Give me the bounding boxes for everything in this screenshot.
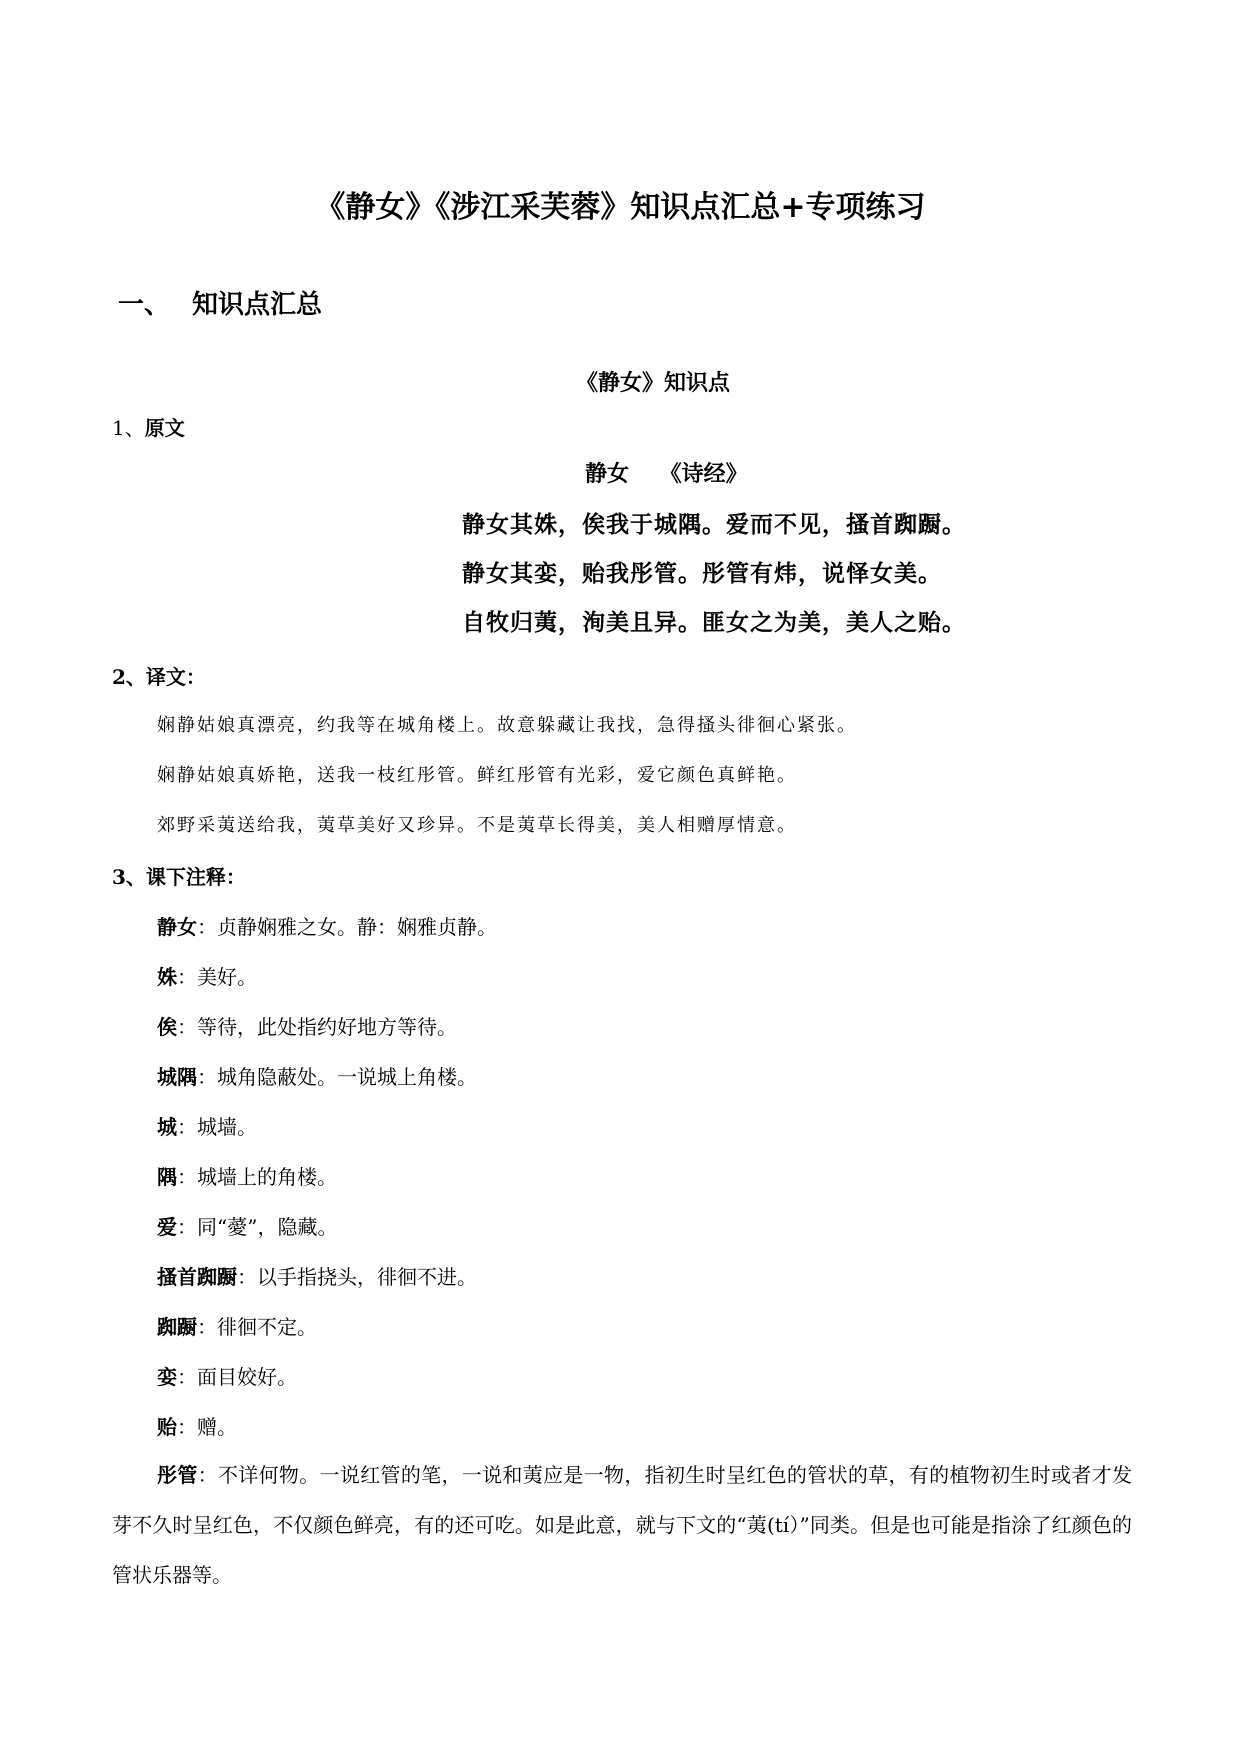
note-term: 姝 <box>157 965 177 989</box>
translation-line: 郊野采荑送给我，荑草美好又珍异。不是荑草长得美，美人相赠厚情意。 <box>157 815 797 836</box>
note-text: ：贞静娴雅之女。静：娴雅贞静。 <box>197 915 497 939</box>
note-term: 贻 <box>157 1415 177 1439</box>
note-item <box>157 1163 337 1191</box>
note-text: ：以手指挠头，徘徊不进。 <box>237 1265 477 1289</box>
note-text: ：城墙上的角楼。 <box>177 1165 337 1189</box>
note-text: ：美好。 <box>177 965 257 989</box>
note-item <box>157 1263 477 1291</box>
note-text: ：赠。 <box>177 1415 237 1439</box>
note-paragraph <box>112 1450 1132 1600</box>
note-term: 俟 <box>157 1015 177 1039</box>
section-label: 知识点汇总 <box>192 290 323 320</box>
note-item <box>157 1013 457 1041</box>
poem-line: 静女其姝，俟我于城隅。爱而不见，搔首踟蹰。 <box>462 511 966 538</box>
note-text: ：城角隐蔽处。一说城上角楼。 <box>197 1065 477 1089</box>
original-label-text: 原文 <box>144 416 185 440</box>
section-heading <box>118 288 322 322</box>
translation-label: 2、译文： <box>112 665 206 689</box>
note-term: 静女 <box>157 915 197 939</box>
note-text: ：等待，此处指约好地方等待。 <box>177 1015 457 1039</box>
note-item <box>157 1063 477 1091</box>
original-label-num: 1、 <box>112 416 145 440</box>
note-text: ：城墙。 <box>177 1115 257 1139</box>
note-term: 城 <box>157 1115 177 1139</box>
note-term: 踟蹰 <box>157 1315 197 1339</box>
note-item <box>157 1113 257 1141</box>
note-term: 彤管 <box>157 1463 198 1487</box>
original-label <box>112 414 185 442</box>
note-text: ：徘徊不定。 <box>197 1315 317 1339</box>
note-item <box>157 1213 337 1241</box>
note-item <box>157 1363 297 1391</box>
note-item <box>157 1313 317 1341</box>
poem-heading: 静女 《诗经》 <box>585 461 748 487</box>
translation-line: 娴静姑娘真漂亮，约我等在城角楼上。故意躲藏让我找，急得搔头徘徊心紧张。 <box>157 715 857 736</box>
note-term: 隅 <box>157 1165 177 1189</box>
note-text: ：不详何物。一说红管的笔，一说和荑应是一物，指初生时呈红色的管状的草，有的植物初生时或者才发芽不久时呈红色，不仅颜色鲜亮，有的还可吃。如是此意，就与下文的“荑(tí）”同类。但是也可能是指涂了红颜色的管状乐器等。 <box>112 1463 1133 1587</box>
note-item <box>157 963 257 991</box>
poem-line: 静女其娈，贻我彤管。彤管有炜，说怿女美。 <box>462 560 942 587</box>
note-term: 娈 <box>157 1365 177 1389</box>
poem-line: 自牧归荑，洵美且异。匪女之为美，美人之贻。 <box>462 609 966 636</box>
note-term: 搔首踟蹰 <box>157 1265 237 1289</box>
page-title: 《静女》《涉江采芙蓉》知识点汇总+专项练习 <box>315 190 926 225</box>
note-text: ：面目姣好。 <box>177 1365 297 1389</box>
subtitle: 《静女》知识点 <box>575 370 730 396</box>
note-term: 爱 <box>157 1215 177 1239</box>
notes-label: 3、课下注释： <box>112 865 246 889</box>
note-term: 城隅 <box>157 1065 197 1089</box>
note-item <box>157 913 497 941</box>
note-text: ：同“薆”，隐藏。 <box>177 1215 338 1239</box>
note-item <box>157 1413 237 1441</box>
translation-line: 娴静姑娘真娇艳，送我一枝红彤管。鲜红彤管有光彩，爱它颜色真鲜艳。 <box>157 765 797 786</box>
section-number: 一、 <box>118 290 171 320</box>
